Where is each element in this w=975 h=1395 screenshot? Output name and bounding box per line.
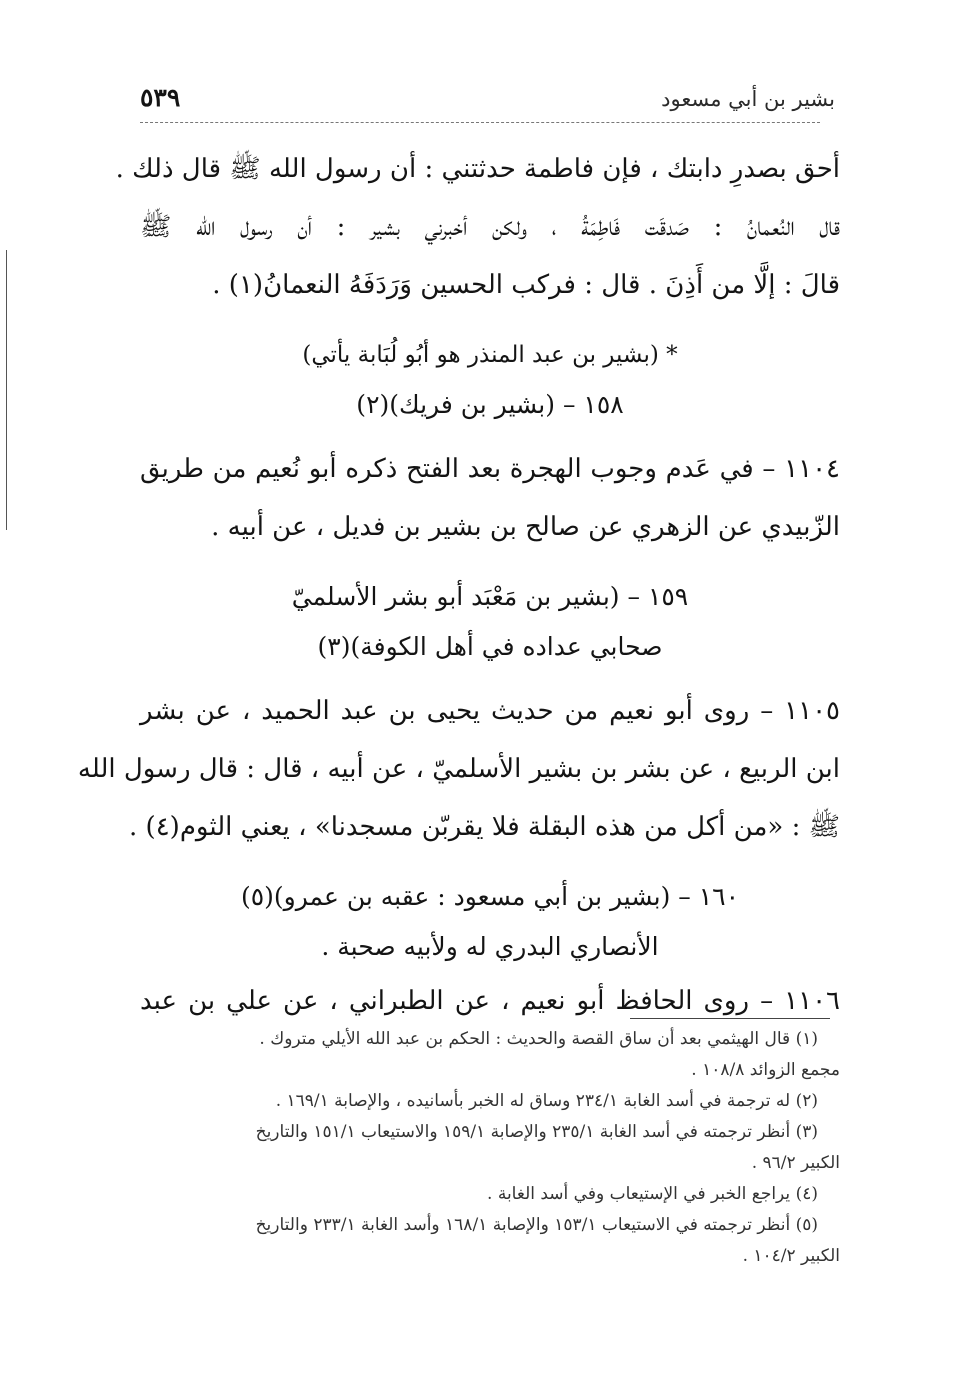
entry-heading: ١٥٨ – (بشير بن فريك)(٢) bbox=[356, 390, 624, 419]
page-header bbox=[140, 83, 835, 123]
text-line: الزّبيدي عن الزهري عن صالح بن بشير بن فديل ، عن أبيه . bbox=[211, 512, 840, 542]
text-line: ١١٠٥ – روى أبو نعيم من حديث يحيى بن عبد الحميد ، عن بشر bbox=[140, 696, 840, 726]
text-line: ١١٠٦ – روى الحافظ أبو نعيم ، عن الطبراني ، عن علي بن عبد bbox=[140, 986, 840, 1016]
main-text bbox=[77, 140, 840, 1030]
text-line: ١١٠٤ – في عَدم وجوب الهجرة بعد الفتح ذكره أبو نُعيم من طريق bbox=[140, 454, 840, 484]
text-line: ﷺ : «من أكل من هذه البقلة فلا يقربّن مسجدنا» ، يعني الثوم(٤) . bbox=[129, 812, 840, 842]
entry-heading: ١٦٠ – (بشير بن أبي مسعود : عقبه بن عمرو)(٥) bbox=[240, 882, 740, 911]
footnote-continuation: الكبير ٩٦/٢ . bbox=[751, 1153, 840, 1173]
entry-heading: ١٥٩ – (بشير بن مَعْبَد أبو بشر الأسلميّ bbox=[291, 582, 689, 611]
footnotes bbox=[140, 1024, 840, 1272]
footnote: (٥) أنظر ترجمته في الاستيعاب ١٥٣/١ والإصابة ١٦٨/١ وأسد الغابة ٢٣٣/١ والتاريخ bbox=[255, 1215, 818, 1235]
footnote-continuation: مجمع الزوائد ١٠٨/٨ . bbox=[691, 1060, 840, 1080]
header-rule bbox=[140, 122, 820, 123]
entry-subheading: الأنصاري البدري له ولأبيه صحبة . bbox=[321, 932, 659, 961]
text-line: ابن الربيع ، عن بشر بن بشير الأسلميّ ، عن أبيه ، قال : قال رسول الله bbox=[77, 754, 840, 784]
entry-subheading: صحابي عداده في أهل الكوفة)(٣) bbox=[317, 632, 663, 661]
running-title: بشير بن أبي مسعود bbox=[661, 87, 835, 111]
text-line: قالَ : إلَّا من أَذِنَ . قال : فركب الحسين وَرَدَفَهُ النعمانُ(١) . bbox=[212, 270, 840, 300]
cross-reference-heading: * (بشير بن عبد المنذر هو أبُو لُبَابة يأتي) bbox=[302, 342, 678, 368]
footnote: (٣) أنظر ترجمته في أسد الغابة ٢٣٥/١ والإصابة ١٥٩/١ والاستيعاب ١٥١/١ والتاريخ bbox=[255, 1122, 818, 1142]
text-line: أحق بصدرِ دابتك ، فإن فاطمة حدثتني : أن رسول الله ﷺ قال ذلك . bbox=[115, 154, 840, 184]
scan-edge-line bbox=[6, 250, 7, 530]
text-line: قال النُعمانُ : صَدقَت فَاطِمَةُ ، ولكن أخبرني بشير : أن رسول الله ﷺ bbox=[140, 212, 840, 242]
footnote: (٢) له ترجمة في أسد الغابة ٢٣٤/١ وساق له الخبر بأسانيده ، والإصابة ١٦٩/١ . bbox=[275, 1091, 818, 1111]
footnote: (٤) يراجع الخبر في الإستيعاب وفي أسد الغابة . bbox=[487, 1184, 818, 1204]
footnote: (١) قال الهيثمي بعد أن ساق القصة والحديث : الحكم بن عبد الله الأيلي متروك . bbox=[259, 1029, 818, 1049]
footnote-rule bbox=[630, 1018, 830, 1019]
footnote-continuation: الكبير ١٠٤/٢ . bbox=[742, 1246, 840, 1266]
page-number: ٥٣٩ bbox=[140, 83, 181, 112]
